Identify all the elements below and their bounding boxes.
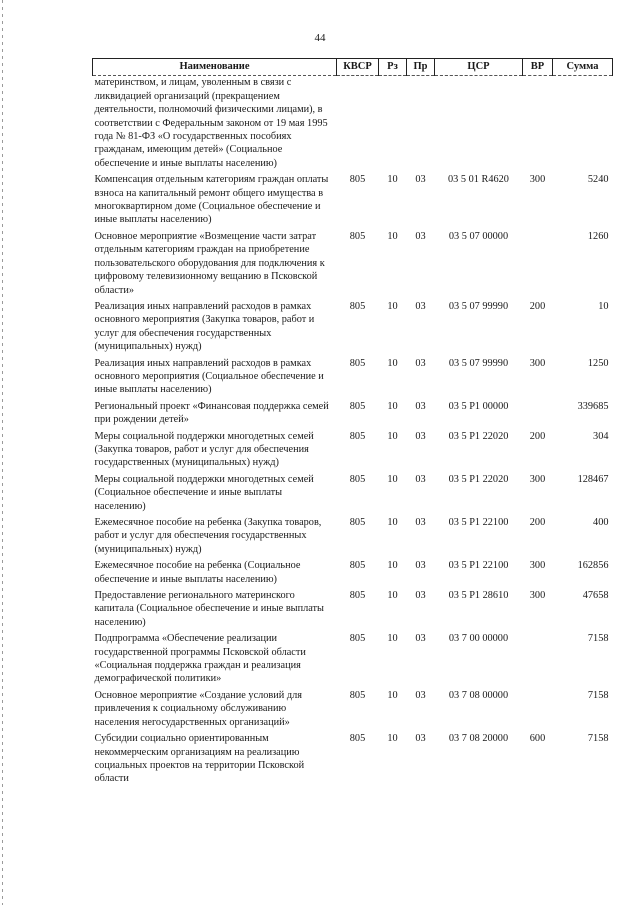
- row-kvsr: 805: [349, 517, 366, 528]
- row-kvsr: 805: [349, 633, 366, 645]
- table-row: [93, 300, 613, 357]
- scan-edge-artifact: [2, 0, 3, 905]
- table-row: [93, 689, 613, 732]
- row-pr: 03: [415, 357, 426, 369]
- row-csr: 03 7 08 00000: [448, 689, 509, 701]
- table-row: [93, 173, 613, 230]
- header-name: Наименование: [93, 59, 337, 76]
- row-csr: 03 5 P1 00000: [448, 400, 509, 412]
- row-kvsr: 805: [349, 560, 366, 572]
- row-pr: 03: [415, 430, 426, 442]
- row-pr: [407, 76, 435, 173]
- row-sum: 7158: [587, 633, 609, 645]
- table-row: [93, 400, 613, 430]
- row-pr: 03: [415, 590, 426, 602]
- header-pr: Пр: [407, 59, 435, 76]
- row-name: материнством, и лицам, уволенным в связи с ликвидацией организаций (прекращением деятельности, полномочий физическими лицами), в соответствии с Федеральным законом от 19 мая 1995 года № 81-ФЗ «О государственных пособиях гражданам, имеющим детей» (Социальное обеспечение и иные выплаты населению): [94, 77, 328, 169]
- row-pr: 03: [415, 689, 426, 701]
- row-sum: 128467: [577, 473, 609, 485]
- row-kvsr: 805: [349, 430, 366, 442]
- row-vr: 300: [529, 357, 546, 369]
- row-sum: 339685: [577, 400, 609, 412]
- row-pr: 03: [415, 400, 426, 412]
- row-csr: 03 5 01 R4620: [448, 174, 509, 186]
- row-vr: 300: [529, 560, 546, 572]
- row-vr: 600: [529, 733, 546, 745]
- header-kvsr: КВСР: [337, 59, 379, 76]
- header-vr: ВР: [523, 59, 553, 76]
- row-rz: 10: [387, 473, 398, 485]
- row-pr: 03: [415, 733, 426, 745]
- row-pr: 03: [415, 300, 426, 312]
- row-csr: 03 5 P1 22020: [448, 430, 509, 442]
- row-csr: 03 7 00 00000: [448, 633, 509, 645]
- row-vr: 300: [529, 473, 546, 485]
- table-row: [93, 76, 613, 173]
- row-name: Основное мероприятие «Создание условий для привлечения к социальному обслуживанию населения негосударственных организаций»: [94, 689, 302, 728]
- row-pr: 03: [415, 174, 426, 186]
- row-vr: [523, 76, 553, 173]
- row-vr: 300: [529, 590, 546, 602]
- row-pr: 03: [415, 560, 426, 572]
- row-rz: 10: [387, 517, 398, 528]
- row-sum: 1260: [587, 230, 609, 242]
- table-body: [93, 76, 613, 789]
- row-csr: 03 7 08 20000: [448, 733, 509, 745]
- row-sum: 1250: [587, 357, 609, 369]
- row-name: Субсидии социально ориентированным некоммерческим организациям на реализацию социальных проектов на территории Псковской области: [94, 733, 305, 785]
- row-vr: [523, 230, 553, 300]
- row-sum: 304: [593, 430, 609, 442]
- row-name: Ежемесячное пособие на ребенка (Закупка товаров, работ и услуг для обеспечения государственных (муниципальных) нужд): [94, 517, 322, 555]
- row-rz: 10: [387, 633, 398, 645]
- row-csr: 03 5 P1 22100: [448, 517, 509, 528]
- row-name: Реализация иных направлений расходов в рамках основного мероприятия (Социальное обеспечение и иные выплаты населению): [94, 357, 324, 396]
- row-sum: [553, 76, 613, 173]
- row-csr: [435, 76, 523, 173]
- row-sum: 10: [598, 300, 609, 312]
- row-kvsr: 805: [349, 357, 366, 369]
- row-csr: 03 5 07 99990: [448, 300, 509, 312]
- row-sum: 162856: [577, 560, 609, 572]
- row-name: Меры социальной поддержки многодетных семей (Закупка товаров, работ и услуг для обеспечения государственных (муниципальных) нужд): [94, 430, 314, 469]
- row-kvsr: 805: [349, 689, 366, 701]
- row-sum: 400: [593, 517, 609, 528]
- table-row: [93, 357, 613, 400]
- row-rz: 10: [387, 689, 398, 701]
- row-rz: 10: [387, 357, 398, 369]
- row-vr: [523, 632, 553, 689]
- table-row: [93, 430, 613, 473]
- row-vr: [523, 689, 553, 732]
- row-rz: 10: [387, 230, 398, 242]
- row-pr: 03: [415, 517, 426, 528]
- row-csr: 03 5 P1 28610: [448, 590, 509, 602]
- table-row: [93, 230, 613, 300]
- row-rz: 10: [387, 300, 398, 312]
- header-rz: Рз: [379, 59, 407, 76]
- row-sum: 47658: [582, 590, 609, 602]
- row-name: Подпрограмма «Обеспечение реализации государственной программы Псковской области «Социальная поддержка граждан и реализация демографической политики»: [94, 633, 306, 685]
- row-sum: 7158: [587, 689, 609, 701]
- table-row: [93, 732, 613, 789]
- row-name: Основное мероприятие «Возмещение части затрат отдельным категориям граждан на приобретение пользовательского оборудования для подключения к цифровому телевизионному вещанию в Псковской области»: [94, 230, 325, 296]
- row-csr: 03 5 07 00000: [448, 230, 509, 242]
- table-row: [93, 559, 613, 589]
- table-row: [93, 473, 613, 516]
- row-kvsr: 805: [349, 400, 366, 412]
- row-rz: 10: [387, 733, 398, 745]
- row-name: Реализация иных направлений расходов в рамках основного мероприятия (Закупка товаров, работ и услуг для обеспечения государственных (муниципальных) нужд): [94, 300, 315, 353]
- row-name: Компенсация отдельным категориям граждан оплаты взноса на капитальный ремонт общего имущества в многоквартирном доме (Социальное обеспечение и иные выплаты населению): [94, 174, 329, 226]
- table-row: [93, 632, 613, 689]
- header-sum: Сумма: [553, 59, 613, 76]
- row-rz: 10: [387, 590, 398, 602]
- row-kvsr: [337, 76, 379, 173]
- row-csr: 03 5 P1 22100: [448, 560, 509, 572]
- row-kvsr: 805: [349, 230, 366, 242]
- row-kvsr: 805: [349, 733, 366, 745]
- row-sum: 5240: [587, 174, 609, 186]
- row-csr: 03 5 07 99990: [448, 357, 509, 369]
- table-header: [93, 59, 613, 76]
- row-name: Региональный проект «Финансовая поддержка семей при рождении детей»: [94, 400, 329, 426]
- row-vr: 200: [529, 517, 546, 528]
- table-row: [93, 516, 613, 559]
- row-rz: 10: [387, 400, 398, 412]
- row-kvsr: 805: [349, 473, 366, 485]
- row-vr: [523, 400, 553, 430]
- row-csr: 03 5 P1 22020: [448, 473, 509, 485]
- row-pr: 03: [415, 633, 426, 645]
- row-sum: 7158: [587, 733, 609, 745]
- row-rz: 10: [387, 430, 398, 442]
- row-kvsr: 805: [349, 590, 366, 602]
- row-kvsr: 805: [349, 174, 366, 186]
- row-rz: 10: [387, 174, 398, 186]
- header-csr: ЦСР: [435, 59, 523, 76]
- row-vr: 200: [529, 300, 546, 312]
- budget-table: [92, 58, 613, 789]
- row-rz: [379, 76, 407, 173]
- row-vr: 200: [529, 430, 546, 442]
- row-pr: 03: [415, 473, 426, 485]
- row-vr: 300: [529, 174, 546, 186]
- row-name: Меры социальной поддержки многодетных семей (Социальное обеспечение и иные выплаты населению): [94, 473, 314, 512]
- row-rz: 10: [387, 560, 398, 572]
- row-pr: 03: [415, 230, 426, 242]
- page-number: 44: [314, 32, 326, 44]
- row-name: Предоставление регионального материнского капитала (Социальное обеспечение и иные выплаты населению): [94, 590, 324, 628]
- table-row: [93, 589, 613, 632]
- row-kvsr: 805: [349, 300, 366, 312]
- row-name: Ежемесячное пособие на ребенка (Социальное обеспечение и иные выплаты населению): [94, 560, 301, 585]
